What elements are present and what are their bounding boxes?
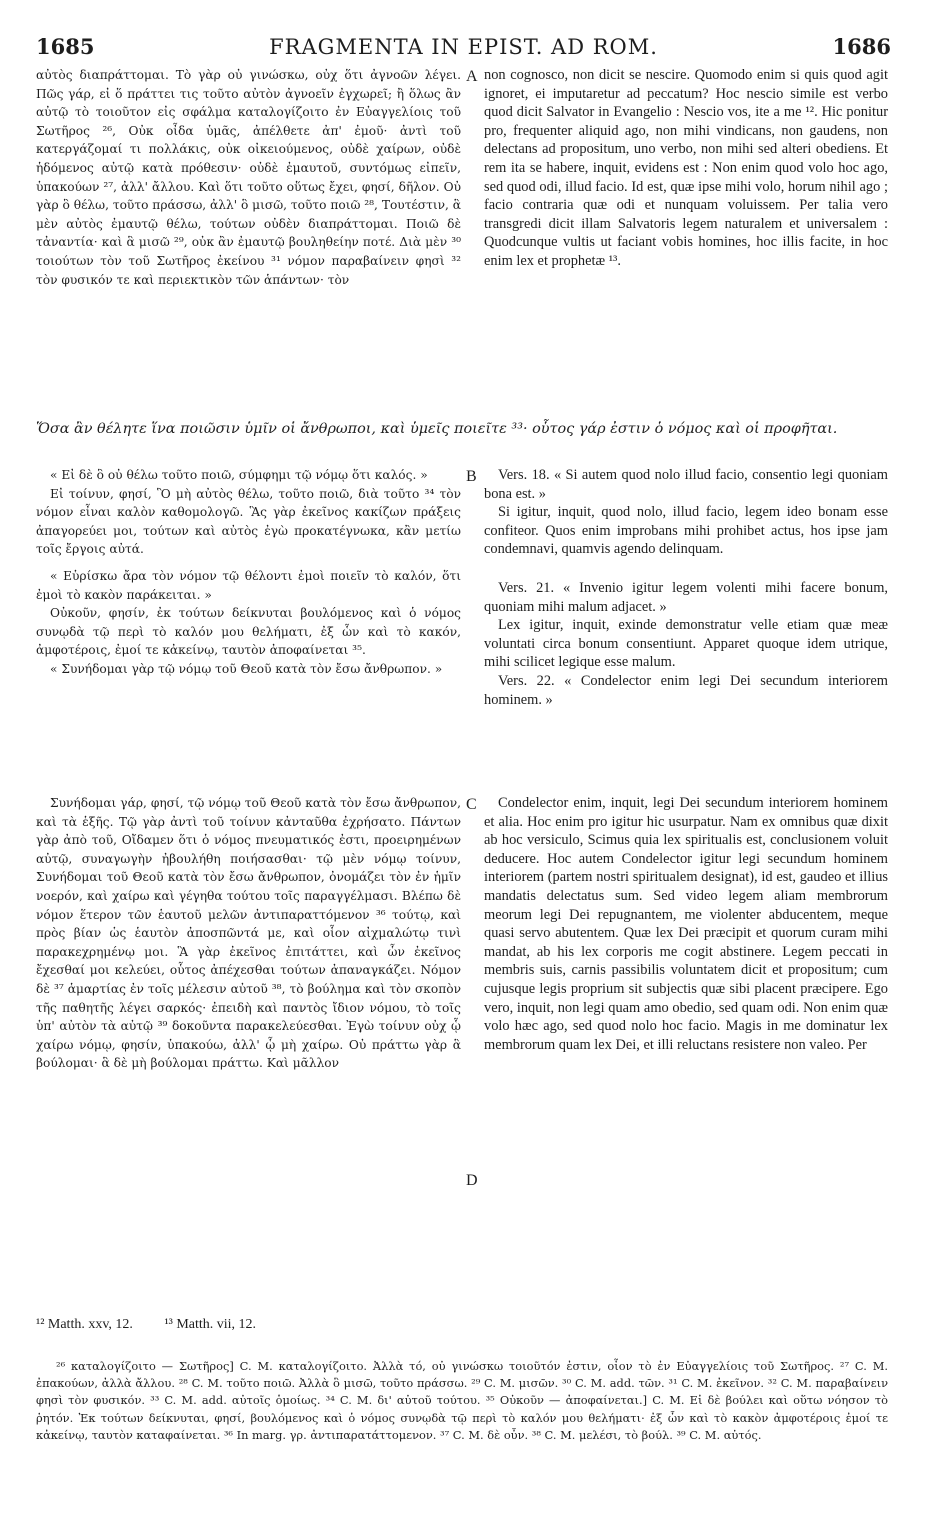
greek-column-a — [36, 66, 461, 289]
latin-paragraph: Lex igitur, inquit, exinde demonstratur velle etiam quæ meæ voluntati circa bonum consentiunt. Apparet quoque idem utrique, mihi scilicet legique esse malum. — [484, 617, 888, 671]
greek-paragraph: Εἰ τοίνυν, φησί, Ὃ μὴ αὐτὸς θέλω, τοῦτο ποιῶ, διὰ τοῦτο ³⁴ τὸν νόμον εἶναι καλὸν καθομολογῶ. Ἃς γὰρ ἐκεῖνος κακίζων πράξεις ἀπαγορεύει μοι, τούτων καὶ αὐτὸς ἐγὼ προκατέγνωκα, κἂν μετίω τοῖς ἔργοις αὐτά. — [36, 486, 461, 557]
running-title: FRAGMENTA IN EPIST. AD ROM. — [269, 35, 658, 59]
greek-full-width-quote: Ὅσα ἂν θέλητε ἵνα ποιῶσιν ὑμῖν οἱ ἄνθρωποι, καὶ ὑμεῖς ποιεῖτε ³³· οὗτος γάρ ἐστιν ὁ νόμος καὶ οἱ προφῆται. — [36, 421, 838, 437]
latin-verse: Vers. 21. « Invenio igitur legem volenti mihi facere bonum, quoniam mihi malum adjacet. » — [484, 579, 888, 615]
variant-notes-text: ²⁶ καταλογίζοιτο — Σωτῆρος] C. M. καταλογίζοιτο. Ἀλλὰ τό, οὐ γινώσκω τοιοῦτόν ἐστιν, οἷον τὸ ἐν Εὐαγγελίοις τοῦ Σωτῆρος. ²⁷ C. M. ἐπακούων, ἀλλὰ ἄλλου. ²⁸ C. M. τοῦτο ποιῶ. Ἀλλὰ ὃ μισῶ, τοῦτο πράσσω. ²⁹ C. M. μισῶν. ³⁰ C. M. add. τῶν. ³¹ C. M. ἐκεῖνον. ³² C. M. παραβαίνειν φησὶ τὸν φυσικόν. ³³ C. M. add. αὐτοῖς ὁμοίως. ³⁴ C. M. δι' αὐτοῦ τούτου. ³⁵ Οὐκοῦν — ἀποφαίνεται.] C. M. Εἰ δὲ βούλει καὶ οὕτω νόησον τὸ ῥητόν. Ἐκ τούτων δείκνυται, φησί, βουλόμενος καὶ ὁ νόμος συνῳδὰ τῷ περὶ τὸ καλόν μου θελήματι· ἐξ ὧν καὶ τὸ κακὸν ἀμφοτέροις ἐμοί τε κἀκείνῳ, ταυτὸν καταφαίνεται. ³⁶ In marg. γρ. ἀντιπαρατάττομενον. ³⁷ C. M. δὲ οὖν. ³⁸ C. M. μελέσι, τὸ βούλ. ³⁹ C. M. αὐτός. — [36, 1359, 888, 1442]
greek-paragraph: Οὐκοῦν, φησίν, ἐκ τούτων δείκνυται βουλόμενος καὶ ὁ νόμος συνῳδὰ τῷ περὶ τὸ καλόν μου θελήματι, ἐξ ὧν καὶ τὸ κακόν, ἀμφοτέροις, ἐμοί τε κἀκείνῳ, ταυτὸν ἀποφαίνεται ³⁵. — [36, 606, 461, 658]
page-number-left: 1685 — [36, 34, 95, 59]
latin-column-a — [484, 66, 888, 271]
latin-verse: Vers. 22. « Condelector enim legi Dei secundum interiorem hominem. » — [484, 672, 888, 708]
greek-verse: « Εἰ δὲ ὃ οὐ θέλω τοῦτο ποιῶ, σύμφημι τῷ νόμῳ ὅτι καλός. » — [50, 468, 428, 482]
greek-column-b — [36, 466, 461, 679]
variant-notes — [36, 1358, 888, 1444]
latin-paragraph: non cognosco, non dicit se nescire. Quomodo enim si quis quod agit ignoret, ei imputaretur ad peccatum? Hoc nescio simile est verbo quod dicit Salvator in Evangelio : Nescio vos, ite a me ¹². Hic ponitur pro, frequenter aliquid ago, non mihi vindicans, non gaudens, non delectans ad propositum, uno verbo, non mihi sed alteri obediens. Et rem ita se habere, inquit, evidens est : Non enim quod volo hoc ago, sed quod odi, illud facio. Id est, quæ ipse mihi volo, horum nihil ago ; facio contraria quæ odi et nunquam voluissem. Per talia vero transgredi dicit illam Salvatoris legem naturalem et universalem : Quodcunque vultis ut faciant vobis homines, hoc illis facite, in hoc enim lex et prophetæ ¹³. — [484, 67, 888, 269]
page-header — [36, 34, 891, 60]
latin-verse: Vers. 18. « Si autem quod nolo illud facio, consentio legi quoniam bona est. » — [484, 467, 888, 502]
section-marker-d: D — [466, 1172, 478, 1189]
section-marker-a: A — [466, 68, 478, 85]
greek-paragraph: αὐτὸς διαπράττομαι. Τὸ γὰρ οὐ γινώσκω, οὐχ ὅτι ἀγνοῶν λέγει. Πῶς γάρ, εἰ ὅ πράττει τις τοῦτο αὐτὸν ἀγνοεῖν ἐγχωρεῖ; ἢ ὅλως ἂν αὐτῷ τὸ τοιοῦτον εἰς σφάλμα καταλογίζοιτο ἐν Εὐαγγελίοις τοῦ Σωτῆρος ²⁶, Οὐκ οἶδα ὑμᾶς, ἀπέλθετε ἀπ' ἐμοῦ· ἀντὶ τοῦ κατεργάζομαί τι πολλάκις, οὐκ οἰκειούμενος, οὐδὲ χαίρων, οὐδὲ ἡδόμενος αὐτῷ κατὰ πρόθεσιν· οὐδὲ ἐμαυτοῦ, συντόμως εἰπεῖν, ὑπακούων ²⁷, ἀλλ' ἄλλου. Καὶ ὅτι τοῦτο οὕτως ἔχει, φησί, δῆλον. Οὐ γὰρ ὃ θέλω, τοῦτο πράσσω, ἀλλ' ὃ μισῶ, τοῦτο ποιῶ ²⁸, Τουτέστιν, ἃ μὲν αὐτὸς ἐμαυτῷ θέλω, τούτων οὐδὲν διαπράττομαι. Ποιῶ δὲ τἀναντία· καὶ ἃ μισῶ ²⁹, οὐκ ἂν ἐμαυτῷ βουληθείην ποτέ. Διὰ μὲν ³⁰ τοιούτων τὸν τοῦ Σωτῆρος ἐκείνου ³¹ νόμον παραβαίνειν φησὶ ³² τὸν φυσικόν τε καὶ περιεκτικὸν τῶν ἁπάντων· τὸν — [36, 68, 461, 287]
latin-paragraph: Si igitur, inquit, quod nolo, illud facio, legem ideo bonam esse confiteor. Quos enim improbans mihi prohibet actus, hos ipse jam condemnavi, quamvis agendo delinquam. — [484, 504, 888, 558]
latin-column-b — [484, 466, 888, 709]
latin-column-c — [484, 794, 888, 1054]
greek-verse: « Εὑρίσκω ἄρα τὸν νόμον τῷ θέλοντι ἐμοὶ ποιεῖν τὸ καλόν, ὅτι ἐμοὶ τὸ κακὸν παράκειται. » — [36, 568, 461, 602]
page-number-right: 1686 — [832, 34, 891, 59]
footnote: ¹² Matth. xxv, 12. — [36, 1317, 133, 1332]
footnote: ¹³ Matth. vii, 12. — [164, 1317, 257, 1332]
section-marker-b: B — [466, 468, 477, 485]
greek-column-c — [36, 794, 461, 1073]
greek-verse: « Συνήδομαι γὰρ τῷ νόμῳ τοῦ Θεοῦ κατὰ τὸν ἔσω ἄνθρωπον. » — [50, 661, 443, 676]
section-marker-c: C — [466, 796, 477, 813]
latin-paragraph: Condelector enim, inquit, legi Dei secundum interiorem hominem et alia. Hoc enim pro igitur hic usurpatur. Nam ex omnibus quæ dixit ab hoc versiculo, Scimus quia lex spiritualis est, conclusionem voluit deducere. Hoc autem Condelector igitur legi secundum hominem interiorem (partem nostri spiritualem designat), id est, gaudeo et illius mandatis delectatus sum. Sed video legem aliam membrorum meorum legi Dei repugnantem, me violenter abducentem, meque quasi servo abutentem. Quæ lex Dei præcipit et quorum curam mihi mandat, ab his lex corporis me cogit abstinere. Legem peccati in membris suis, carnis passibilis voluntatem dicit et propositum; cum cujusque legis proprium sit subjectis quæ sibi placent præcipere. Ego vero, inquit, non legi quam amo obedio, sed quam odi. Non enim quæ volo hæc ago, sed quod nolo hoc facio. Magis in me dominatur lex membrorum quam lex Dei, et illi reluctans resistere non valeo. Per — [484, 795, 888, 1053]
greek-paragraph: Συνήδομαι γάρ, φησί, τῷ νόμῳ τοῦ Θεοῦ κατὰ τὸν ἔσω ἄνθρωπον, καὶ τὰ ἑξῆς. Τῷ γὰρ ἀντὶ τοῦ τοίνυν κἀνταῦθα ἐχρήσατο. Πάντων γὰρ ἀπὸ τοῦ, Οἴδαμεν ὅτι ὁ νόμος πνευματικός ἐστι, προειρημένων αὐτῷ, συναγωγὴν ἠβουλήθη ποιήσασθαι· τῷ μὲν νόμῳ τοίνυν, Συνήδομαι τοῦ Θεοῦ κατὰ τὸν ἔσω ἄνθρωπον, ὀνομάζει τὸν ἐν ἡμῖν νοερόν, καὶ χαίρω καὶ γέγηθα τούτου τοῖς παραγγέλμασι. Βλέπω δὲ νόμον ἕτερον τῶν ἑαυτοῦ μελῶν ἀντιπαραττόμενον ³⁶ τούτῳ, καὶ πρὸς βίαν ὡς ἑαυτὸν ἀποσπῶντά με, καὶ οἷον αἰχμαλώτῳ τινὶ παρακεχρημένῳ μοι. Ἃ γὰρ ἐκεῖνος ἐπιτάττει, καὶ ὧν ἐκεῖνος ἔχεσθαί μοι κελεύει, οὗτος ἀπέχεσθαι τούτων ἀπαναγκάζει. Νόμον δὲ ³⁷ ἁμαρτίας ἐν τοῖς μέλεσιν αὐτοῦ ³⁸, τὸ βούλημα καὶ τὸν σκοπὸν τῆς παθητῆς λέγει σαρκός· ἐπειδὴ καὶ παντὸς ἴδιον νόμου, τὸ τοῖς ὑπ' αὐτὸν τὰ αὐτῷ ³⁹ δοκοῦντα παρακελεύεσθαι. Ἐγὼ τοίνυν οὐχ ᾧ χαίρω νόμῳ, φησίν, ὑπακούω, ἀλλ' ᾧ μὴ χαίρω. Οὐ πράττω γὰρ ἃ βούλομαι· ἃ δὲ μὴ βούλομαι πράττω. Καὶ μᾶλλον — [36, 796, 461, 1071]
scripture-footnotes — [36, 1316, 888, 1334]
